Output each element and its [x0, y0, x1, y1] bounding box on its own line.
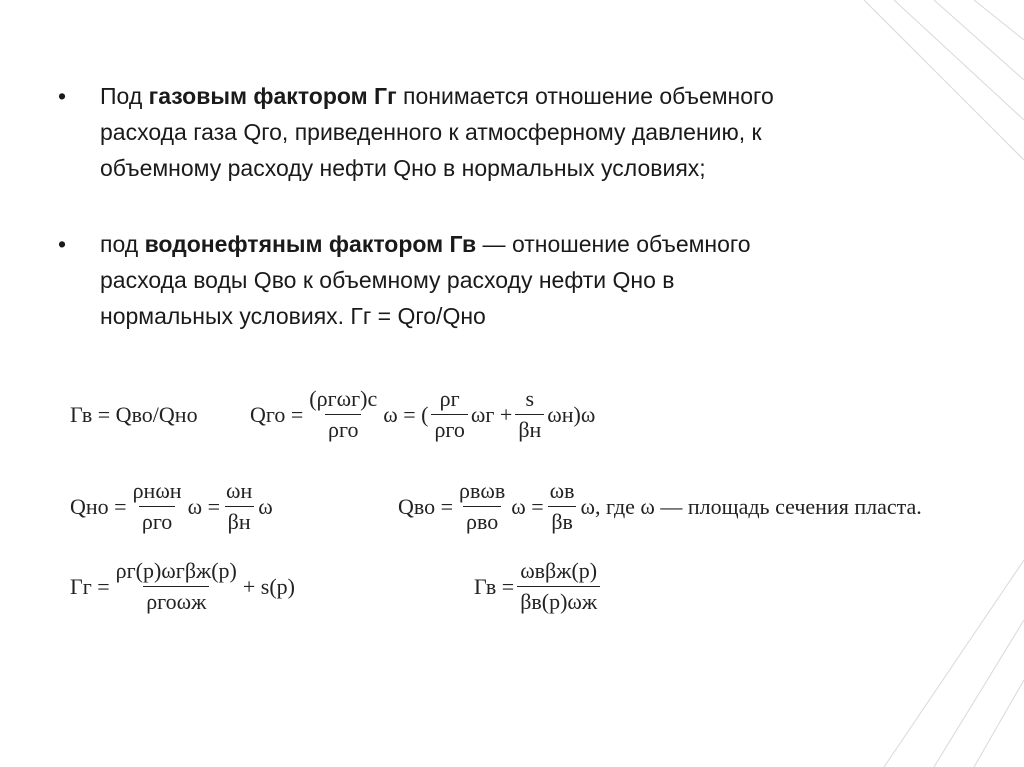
formula-water-factor-ratio: Гв = Qво/Qно [70, 402, 198, 427]
formula-gas-factor: Гг = $\frac{\text{ρг(p)ωгβж(p)}}{\text{ρгоωж}}$ + s(p) [70, 558, 295, 614]
bullet-list [58, 78, 958, 334]
bullet-gas-factor [58, 78, 958, 186]
fraction: $\frac{\omega н}{\beta н}$ [225, 478, 253, 534]
formula-block [70, 378, 1000, 648]
bullet-marker: • [58, 231, 67, 257]
bullet-line-1: Под газовым фактором Гг понимается отношение объемного [100, 83, 774, 109]
fraction: $\frac{\text{ρвωв}}{\text{ρво}}$ [459, 478, 506, 534]
formula-gas-flow: Qго = $\frac{\text{(ρгωг)c}}{\text{ρго}}$ ω = ( $\frac{\rho г}{\text{ρго}}$ ωг + $\frac{s}{\beta н}$ ωн)ω [250, 386, 596, 442]
formula-oil-flow: Qно = $\frac{\text{ρнωн}}{\text{ρго}}$ ω = $\frac{\omega н}{\beta н}$ ω [70, 478, 273, 534]
fraction: $\frac{\text{(ρгωг)c}}{\text{ρго}}$ [309, 386, 378, 442]
fraction: $\frac{s}{\beta н}$ [515, 386, 544, 443]
fraction: $\frac{\text{ρг(p)ωгβж(p)}}{\text{ρгоωж}}$ [115, 558, 237, 614]
fraction: $\frac{\rho г}{\text{ρго}}$ [431, 386, 467, 443]
fraction: $\frac{\text{ωвβж(p)}}{\beta в(p)\omega ж}$ [517, 558, 600, 615]
bullet-line-3: нормальных условиях. Гг = Qго/Qно [100, 303, 486, 329]
fraction: $\frac{\omega в}{\beta в}$ [549, 478, 575, 534]
bullet-line-1: под водонефтяным фактором Гв — отношение объемного [100, 231, 751, 257]
term-water-oil-factor: водонефтяным фактором Гв [144, 231, 477, 257]
bullet-marker: • [58, 83, 67, 109]
fraction: $\frac{\text{ρнωн}}{\text{ρго}}$ [132, 478, 182, 534]
term-gas-factor: газовым фактором Гг [148, 83, 397, 109]
bullet-line-2: расхода воды Qво к объемному расходу нефти Qно в [100, 267, 675, 293]
bullet-line-3: объемному расходу нефти Qно в нормальных условиях; [100, 155, 706, 181]
bullet-line-2: расхода газа Qго, приведенного к атмосферному давлению, к [100, 119, 762, 145]
formula-water-flow: Qво = $\frac{\text{ρвωв}}{\text{ρво}}$ ω = $\frac{\omega в}{\beta в}$ ω, где ω — площадь сечения пласта. [398, 478, 922, 534]
formula-water-factor: Гв = $\frac{\text{ωвβж(p)}}{\beta в(p)\omega ж}$ [474, 558, 603, 615]
bullet-water-oil-factor [58, 226, 958, 334]
